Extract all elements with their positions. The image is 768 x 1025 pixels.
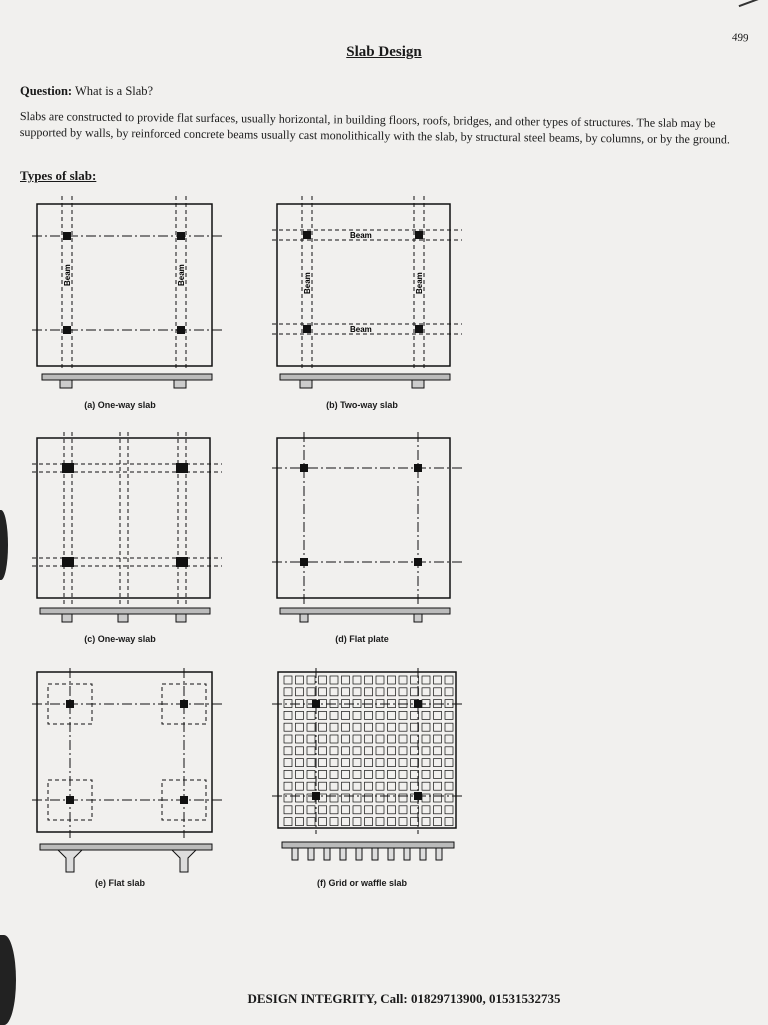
waffle-pocket	[365, 735, 373, 743]
waffle-pocket	[399, 723, 407, 731]
one-way-slab-c-drawing	[32, 432, 222, 632]
waffle-pocket	[434, 806, 442, 814]
beam-label: Beam	[63, 264, 72, 286]
waffle-pocket	[319, 818, 327, 826]
waffle-pocket	[319, 723, 327, 731]
caption-a: (a) One-way slab	[84, 400, 156, 410]
figure-waffle-slab	[272, 668, 472, 878]
waffle-pocket	[296, 782, 304, 790]
waffle-pocket	[434, 723, 442, 731]
figure-flat-slab	[32, 668, 232, 878]
waffle-rib	[420, 848, 426, 860]
waffle-pocket	[411, 806, 419, 814]
waffle-pocket	[307, 818, 315, 826]
two-way-slab-drawing	[272, 196, 462, 396]
waffle-pocket	[434, 688, 442, 696]
waffle-pocket	[434, 770, 442, 778]
footer-contact: DESIGN INTEGRITY, Call: 01829713900, 01531532735	[247, 991, 561, 1006]
waffle-pocket	[434, 711, 442, 719]
waffle-pocket	[330, 723, 338, 731]
waffle-rib	[356, 848, 362, 860]
waffle-pocket	[434, 818, 442, 826]
definition-paragraph: Slabs are constructed to provide flat surfaces, usually horizontal, in building floors, roofs, bridges, and other types of structures. The slab may be supported by walls, by reinforced concrete beams usually cast monolithically with the slab, by structural steel beams, by columns, or by the ground.	[19, 108, 730, 147]
waffle-pocket	[365, 711, 373, 719]
waffle-pocket	[445, 794, 453, 802]
waffle-pocket	[330, 782, 338, 790]
waffle-pocket	[353, 794, 361, 802]
waffle-pocket	[376, 711, 384, 719]
question-text: What is a Slab?	[75, 84, 154, 98]
waffle-pocket	[342, 782, 350, 790]
waffle-pocket	[388, 782, 396, 790]
waffle-pocket	[353, 770, 361, 778]
waffle-pocket	[365, 759, 373, 767]
waffle-pocket	[388, 806, 396, 814]
waffle-pocket	[388, 688, 396, 696]
waffle-pocket	[307, 747, 315, 755]
waffle-pocket	[399, 794, 407, 802]
waffle-pocket	[422, 806, 430, 814]
waffle-pocket	[284, 735, 292, 743]
waffle-rib	[324, 848, 330, 860]
waffle-pocket	[445, 711, 453, 719]
waffle-pocket	[319, 770, 327, 778]
waffle-pocket	[376, 806, 384, 814]
waffle-pocket	[411, 723, 419, 731]
waffle-pocket	[399, 676, 407, 684]
waffle-pocket	[330, 747, 338, 755]
waffle-pocket	[445, 735, 453, 743]
waffle-pocket	[330, 794, 338, 802]
waffle-pocket	[319, 676, 327, 684]
waffle-pocket	[342, 794, 350, 802]
waffle-pocket	[399, 759, 407, 767]
waffle-pocket	[319, 735, 327, 743]
waffle-pocket	[342, 747, 350, 755]
waffle-slab-drawing	[272, 668, 462, 878]
waffle-pocket	[353, 818, 361, 826]
caption-e: (e) Flat slab	[94, 878, 145, 888]
waffle-pocket	[296, 759, 304, 767]
waffle-pocket	[388, 794, 396, 802]
waffle-pocket	[284, 806, 292, 814]
waffle-pocket	[307, 711, 315, 719]
waffle-pocket	[445, 723, 453, 731]
waffle-pocket	[388, 770, 396, 778]
waffle-pocket	[330, 818, 338, 826]
waffle-pocket	[422, 711, 430, 719]
caption-c: (c) One-way slab	[84, 634, 156, 644]
waffle-rib	[372, 848, 378, 860]
waffle-pocket	[284, 782, 292, 790]
waffle-pocket	[319, 711, 327, 719]
waffle-pocket	[296, 688, 304, 696]
types-heading: Types of slab:	[20, 168, 97, 183]
waffle-pocket	[376, 747, 384, 755]
waffle-pocket	[376, 782, 384, 790]
waffle-pocket	[445, 676, 453, 684]
waffle-pocket	[365, 782, 373, 790]
waffle-pocket	[445, 818, 453, 826]
waffle-pocket	[284, 747, 292, 755]
waffle-pocket	[342, 711, 350, 719]
waffle-pocket	[353, 676, 361, 684]
waffle-rib	[340, 848, 346, 860]
waffle-rib	[404, 848, 410, 860]
waffle-pocket	[353, 782, 361, 790]
waffle-pocket	[330, 770, 338, 778]
waffle-pocket	[307, 723, 315, 731]
waffle-pocket	[365, 688, 373, 696]
waffle-pocket	[422, 759, 430, 767]
waffle-pocket	[342, 723, 350, 731]
waffle-pocket	[319, 782, 327, 790]
waffle-pocket	[319, 806, 327, 814]
waffle-pocket	[284, 759, 292, 767]
waffle-pocket	[411, 688, 419, 696]
waffle-pocket	[330, 806, 338, 814]
waffle-pocket	[296, 747, 304, 755]
waffle-pocket	[399, 688, 407, 696]
waffle-pocket	[399, 747, 407, 755]
waffle-pocket	[411, 818, 419, 826]
waffle-pocket	[342, 688, 350, 696]
waffle-pocket	[411, 735, 419, 743]
waffle-pocket	[388, 818, 396, 826]
waffle-pocket	[353, 735, 361, 743]
figure-two-way-slab	[272, 196, 472, 396]
waffle-pocket	[388, 676, 396, 684]
waffle-rib	[436, 848, 442, 860]
question	[20, 84, 153, 99]
waffle-pocket	[296, 806, 304, 814]
page-title: Slab Design	[346, 44, 422, 60]
waffle-pocket	[365, 676, 373, 684]
waffle-pocket	[422, 794, 430, 802]
waffle-pocket	[330, 759, 338, 767]
waffle-pocket	[445, 770, 453, 778]
waffle-pocket	[296, 723, 304, 731]
waffle-pocket	[388, 723, 396, 731]
waffle-pocket	[365, 723, 373, 731]
waffle-pocket	[376, 770, 384, 778]
waffle-pocket	[353, 688, 361, 696]
waffle-pocket	[365, 747, 373, 755]
waffle-pocket	[411, 770, 419, 778]
waffle-pocket	[307, 688, 315, 696]
waffle-pocket	[284, 818, 292, 826]
waffle-pocket	[399, 818, 407, 826]
waffle-pocket	[296, 735, 304, 743]
waffle-pocket	[342, 818, 350, 826]
waffle-pocket	[422, 782, 430, 790]
waffle-pocket	[434, 782, 442, 790]
waffle-pocket	[307, 806, 315, 814]
waffle-pocket	[342, 759, 350, 767]
caption-b: (b) Two-way slab	[326, 400, 398, 410]
waffle-pocket	[388, 711, 396, 719]
waffle-rib	[388, 848, 394, 860]
waffle-pocket	[376, 794, 384, 802]
waffle-pocket	[365, 770, 373, 778]
page-number: 499	[731, 31, 749, 45]
figure-flat-plate	[272, 432, 472, 632]
waffle-pocket	[284, 794, 292, 802]
beam-label: Beam	[350, 231, 372, 240]
waffle-pocket	[353, 759, 361, 767]
waffle-pocket	[353, 711, 361, 719]
waffle-pocket	[342, 770, 350, 778]
one-way-slab-a-drawing	[32, 196, 222, 396]
beam-label: Beam	[303, 272, 312, 294]
waffle-pocket	[411, 747, 419, 755]
beam-label: Beam	[177, 264, 186, 286]
waffle-pocket	[353, 723, 361, 731]
waffle-pocket	[445, 806, 453, 814]
waffle-pocket	[411, 782, 419, 790]
waffle-pocket	[399, 806, 407, 814]
caption-f: (f) Grid or waffle slab	[316, 878, 407, 888]
waffle-pocket	[399, 711, 407, 719]
waffle-pocket	[353, 747, 361, 755]
waffle-pocket	[284, 770, 292, 778]
beam-label: Beam	[350, 325, 372, 334]
waffle-pocket	[434, 794, 442, 802]
waffle-pocket	[296, 676, 304, 684]
waffle-pocket	[376, 735, 384, 743]
waffle-pocket	[284, 688, 292, 696]
figure-one-way-slab-c	[32, 432, 232, 632]
waffle-pocket	[296, 770, 304, 778]
waffle-rib	[292, 848, 298, 860]
waffle-pocket	[284, 676, 292, 684]
waffle-pocket	[411, 676, 419, 684]
waffle-pocket	[365, 794, 373, 802]
waffle-pocket	[307, 735, 315, 743]
waffle-pocket	[411, 711, 419, 719]
waffle-pocket	[307, 782, 315, 790]
waffle-pocket	[422, 770, 430, 778]
corner-mark	[739, 0, 768, 7]
scan-smudge	[0, 935, 16, 1025]
waffle-pocket	[330, 711, 338, 719]
waffle-pocket	[388, 735, 396, 743]
flat-plate-drawing	[272, 432, 462, 632]
waffle-pocket	[330, 735, 338, 743]
waffle-pocket	[296, 794, 304, 802]
waffle-pocket	[445, 688, 453, 696]
waffle-pocket	[434, 676, 442, 684]
waffle-pocket	[376, 723, 384, 731]
waffle-pocket	[330, 688, 338, 696]
waffle-pocket	[388, 759, 396, 767]
waffle-pocket	[422, 676, 430, 684]
waffle-pocket	[284, 711, 292, 719]
waffle-pocket	[319, 759, 327, 767]
waffle-pocket	[376, 688, 384, 696]
waffle-pocket	[319, 747, 327, 755]
waffle-pocket	[422, 688, 430, 696]
waffle-pocket	[296, 818, 304, 826]
waffle-pocket	[434, 735, 442, 743]
waffle-pocket	[422, 735, 430, 743]
waffle-pocket	[399, 782, 407, 790]
question-label: Question:	[20, 84, 73, 98]
waffle-pocket	[342, 806, 350, 814]
caption-d: (d) Flat plate	[335, 634, 389, 644]
waffle-pocket	[342, 676, 350, 684]
waffle-pocket	[445, 759, 453, 767]
waffle-pocket	[319, 688, 327, 696]
waffle-pocket	[399, 770, 407, 778]
waffle-pocket	[330, 676, 338, 684]
waffle-pocket	[434, 759, 442, 767]
figure-one-way-slab-a	[32, 196, 232, 396]
waffle-pocket	[422, 818, 430, 826]
waffle-pocket	[445, 782, 453, 790]
waffle-pocket	[376, 759, 384, 767]
waffle-pocket	[365, 806, 373, 814]
waffle-pocket	[376, 818, 384, 826]
waffle-pocket	[307, 676, 315, 684]
waffle-pocket	[434, 747, 442, 755]
waffle-pocket	[353, 806, 361, 814]
waffle-pocket	[296, 711, 304, 719]
waffle-rib	[308, 848, 314, 860]
waffle-pocket	[445, 747, 453, 755]
scan-smudge	[0, 510, 8, 580]
waffle-pocket	[422, 723, 430, 731]
waffle-pocket	[342, 735, 350, 743]
waffle-pocket	[284, 723, 292, 731]
waffle-pocket	[307, 759, 315, 767]
beam-label: Beam	[415, 272, 424, 294]
flat-slab-drawing	[32, 668, 222, 878]
waffle-pocket	[411, 759, 419, 767]
waffle-pocket	[365, 818, 373, 826]
waffle-pocket	[307, 770, 315, 778]
waffle-pocket	[388, 747, 396, 755]
waffle-pocket	[422, 747, 430, 755]
waffle-pocket	[376, 676, 384, 684]
waffle-pocket	[399, 735, 407, 743]
